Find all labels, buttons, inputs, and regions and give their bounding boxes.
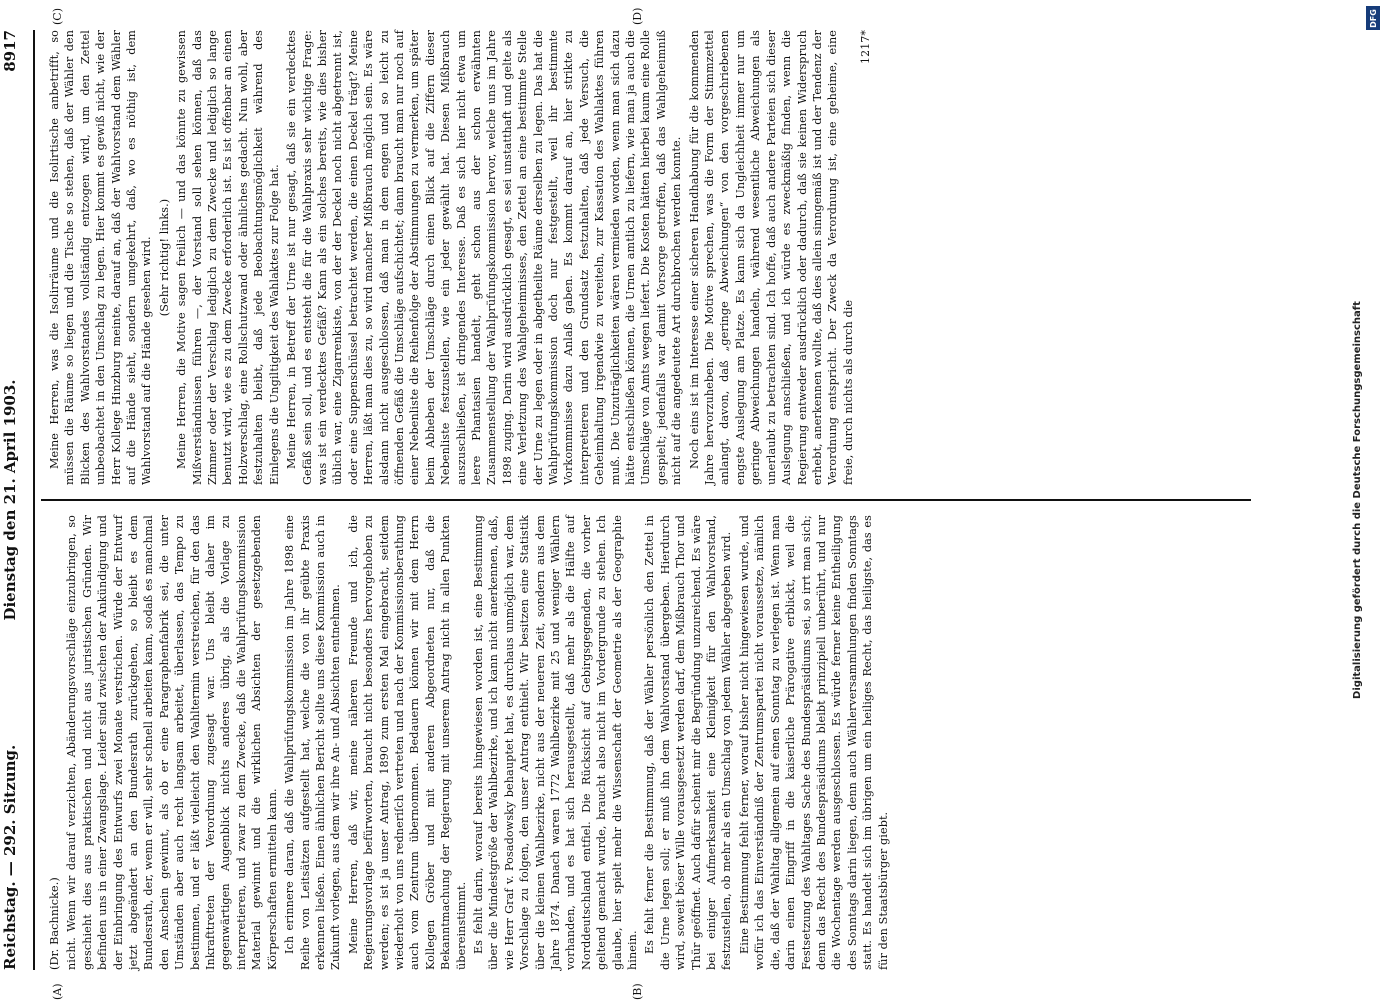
dfg-logo (1366, 6, 1380, 30)
page-reference: 1217* (859, 30, 873, 64)
right-paragraph-3: Meine Herren, in Betreff der Urne ist nur gesagt, daß sie ein verdecktes Gefäß sein soll, und es entsteht die für die Wahlpraxis sehr wichtige Frage: was ist ein verdecktes Gefäß? Kann als ein solches bereits, wie dies bisher üblich war, eine Zigarrenkiste, von der der Deckel noch nicht abgetrennt ist, oder eine Suppenschüssel betrachtet werden, die einen Deckel trägt? Meine Herren, läßt man dies zu, so wird mancher Mißbrauch möglich sein. Es wäre alsdann nicht ausgeschlossen, daß man in dem engen und so leicht zu öffnenden Gefäß die Umschläge aufschichtet; dann braucht man nur noch auf einer Nebenliste die Reihenfolge der Abstimmungen zu vermerken, um später beim Abheben der Umschläge durch einen Blick auf die Ziffern dieser Nebenliste festzustellen, wie ein jeder gewählt hat. Diesen Mißbrauch auszuschließen, ist dringendes Interesse. Daß es sich hier nicht etwa um leere Phantasien handelt, geht schon aus der schon erwähnten Zusammenstellung der Wahlprüfungskommission hervor, welche uns im Jahre 1898 zuging. Darin wird ausdrücklich gesagt, es sei unstatthaft und gelte als eine Verletzung des Wahlgeheimnisses, den Zettel an eine bestimmte Stelle der Urne zu legen oder in abgetheilte Räume derselben zu legen. Das hat die Wahlprüfungskommission doch nur festgestellt, weil ihr bestimmte Vorkommnisse dazu Anlaß gaben. Es kommt darauf an, hier strikte zu interpretieren und den Grundsatz festzuhalten, daß jede Versuch, die Geheimhaltung irgendwie zu vereiteln, zur Kassation des Wahlaktes führen muß. Die Unzuträglichkeiten wären vermieden worden, wenn man sich dazu hätte entschließen können, die Urnen amtlich zu liefern, wie man ja auch die Umschläge von Amts wegen liefert. Die Kosten hätten hierbei kaum eine Rolle gespielt; jedenfalls war damit Vorsorge getroffen, daß das Wahlgeheimniß nicht auf die angedeutete Art durchbrochen werden konnte. (285, 30, 684, 485)
header-center: Dienstag den 21. April 1903. (1, 379, 19, 621)
left-paragraph-3: Meine Herren, daß wir, meine näheren Freunde und ich, die Regierungsvorlage befürworten, braucht nicht besonders hervorgehoben zu werden; es ist ja unser Antrag, 1890 zum ersten Mal eingebracht, seitdem wiederholt von uns redneriſch vertreten und nach der Kommissionsberathung auch vom Zentrum übernommen. Bedauern können wir mit dem Herrn Kollegen Gröber und mit anderen Abgeordneten nur, daß die Bekanntmachung der Regierung mit unserem Antrag nicht in allen Punkten übereinstimmt. (346, 515, 468, 970)
left-paragraph-6: Eine Bestimmung fehlt ferner, worauf bisher nicht hingewiesen wurde, und wofür ich das Einverständniß der Zentrumspartei nicht voraussetze, nämlich die, daß der Wahltag allgemein auf einen Sonntag zu verlegen ist. Wenn man darin einen Eingriff in die kaiserliche Prärogative erblickt, weil die Festsetzung des Wahltages Sache des Bundespräsidiums sei, so irrt man sich; denn das Recht des Bundespräsidiums bleibt prinzipiell unberührt, und nur die Wochentage werden ausgeschlossen. Es würde ferner keine Entheiligung des Sonntags darin liegen, denn auch Wählerversammlungen finden Sonntags statt. Es handelt sich im übrigen um ein heiliges Recht, das heiligste, das es für den Staatsbürger giebt. (737, 515, 890, 970)
right-paragraph-2: Meine Herren, die Motive sagen freilich — und das könnte zu gewissen Mißverständnissen führen —, der Vorstand soll sehen können, daß das Zimmer oder der Verschlag lediglich zu dem Zwecke und lediglich so lange benutzt wird, wie es zu dem Zwecke erforderlich ist. Es ist offenbar an einen Holzverschlag, eine Rollschutzwand oder ähnliches gedacht. Nun wohl, aber festzuhalten bleibt, daß jede Beobachtungsmöglichkeit während des Einlegens die Ungiltigkeit des Wahlaktes zur Folge hat. (175, 30, 281, 485)
header-left: Reichstag. — 292. Sitzung. (1, 744, 19, 970)
dfg-logo-text: DFG (1368, 8, 1378, 28)
digitization-credit: Digitalisierung gefördert durch die Deutsche Forschungsgemeinschaft (1352, 301, 1363, 699)
margin-marker-c: (C) (51, 8, 64, 25)
margin-marker-b: (B) (631, 983, 644, 1000)
left-paragraph-5: Es fehlt ferner die Bestimmung, daß der Wähler persönlich den Zettel in die Urne legen soll; er muß ihn dem Wahlvorstand übergeben. Hierdurch wird, soweit böser Wille vorausgesetzt werden darf, dem Mißbrauch Thor und Thür geöffnet. Auch dafür scheint mir die Begründung unzureichend. Es wäre bei einiger Aufmerksamkeit eine Kleinigkeit für den Wahlvorstand, festzustellen, ob mehr als ein Umschlag von jedem Wähler abgegeben wird. (643, 515, 734, 970)
right-paragraph-1: Meine Herren, was die Isolirräume und die Isolirtische anbetrifft, so müssen die Räume so liegen und die Tische so stehen, daß der Wähler den Blicken des Wahlvorstandes vollständig entzogen wird, um den Zettel unbeobachtet in den Umschlag zu legen. Hier kommt es gewiß nicht, wie der Herr Kollege Hinzburg meinte, darauf an, daß der Wahlvorstand dem Wähler auf die Hände sieht, sondern umgekehrt, daß, wo es nöthig ist, dem Wahlvorstand auf die Hände gesehen wird. (48, 30, 154, 485)
page-number: 8917 (1, 30, 19, 72)
left-paragraph-2: Ich erinnere daran, daß die Wahlprüfungskommission im Jahre 1898 eine Reihe von Leitsätzen aufgestellt hat, welche die von ihr geübte Praxis erkennen ließen. Einen ähnlichen Bericht sollte uns diese Kommission auch in Zukunft vorlegen, aus dem wir ihre An- und Absichten entnehmen. (283, 515, 343, 970)
column-divider (41, 500, 1251, 502)
left-paragraph-4: Es fehlt darin, worauf bereits hingewiesen worden ist, eine Bestimmung über die Mindestgröße der Wahlbezirke, und ich kann nicht anerkennen, daß, wie Herr Graf v. Posadowsky behauptet hat, es durchaus unmöglich war, dem Vorschlage zu folgen, den unser Antrag enthielt. Wir besitzen eine Statistik über die kleinen Wahlbezirke, nicht aus der neueren Zeit, sondern aus dem Jahre 1874. Danach waren 1772 Wahlbezirke mit 25 und weniger Wählern vorhanden, und es hat sich herausgestellt, daß mehr als die Hälfte auf Norddeutschland entfiel. Die Rücksicht auf Gebirgsgegenden, die vorher geltend gemacht wurde, braucht also nicht im Vordergrunde zu stehen. Ich glaube, hier spielt mehr die Wissenschaft der Geometrie als der Geographie hinein. (471, 515, 640, 970)
left-column (47, 515, 893, 970)
reaction-note: (Sehr richtig! links.) (157, 198, 171, 317)
right-column (47, 30, 885, 485)
margin-marker-a: (A) (51, 983, 64, 1000)
margin-marker-d: (D) (631, 7, 644, 25)
speaker-label: (Dr. Bachnicke.) (48, 877, 61, 970)
page-header (0, 30, 35, 970)
right-paragraph-4: Noch eins ist im Interesse einer sicheren Handhabung für die kommenden Jahre hervorzuheben. Die Motive sprechen, was die Form der Stimmzettel anlangt, davon, daß „geringe Abweichungen“ von den vorgeschriebenen engste Auslegung am Platze. Es kann sich da Ungleichheit immer nur um geringe Abweichungen handeln, während wesentliche Abweichungen als unerlaubt zu betrachten sind. Ich hoffe, daß auch andere Parteien sich dieser Auslegung anschließen, und ich würde es zweckmäßig finden, wenn die Regierung entweder ausdrücklich oder dadurch, daß sie keinen Widerspruch erhebt, anerkennen wollte, daß dies allein sinngemäß ist und der Tendenz der Verordnung entspricht. Der Zweck da Verordnung ist, eine geheime, eine freie, durch nichts als durch die (687, 30, 855, 485)
rotated-page (0, 7, 1261, 1000)
left-paragraph-1: nicht. Wenn wir darauf verzichten, Abänderungsvorschläge einzubringen, so geschieht dies aus praktischen und nicht aus juristischen Gründen. Wir befinden uns in einer Zwangslage. Leider sind zwischen der Ankündigung und der Einbringung des Entwurfs zwei Monate verstrichen. Würde der Entwurf jetzt abgeändert an den Bundesrath zurückgehen, so bleibt es dem Bundesrath, der, wenn er will, sehr schnell arbeiten kann, sodaß es manchmal den Anschein gewinnt, als ob er eine Paragraphenfabrik sei, die unter Umständen aber auch recht langsam arbeitet, überlassen, das Tempo zu bestimmen, und er läßt vielleicht den Wahltermin verstreichen, für den das Inkrafttreten der Verordnung zugesagt war. Uns bleibt daher im gegenwärtigen Augenblick nichts anderes übrig, als die Vorlage zu interpretieren, und zwar zu dem Zwecke, daß die Wahlprüfungskommission Material gewinnt und die wirklichen Absichten der gesetzgebenden Körperschaften ermitteln kann. (65, 515, 279, 970)
